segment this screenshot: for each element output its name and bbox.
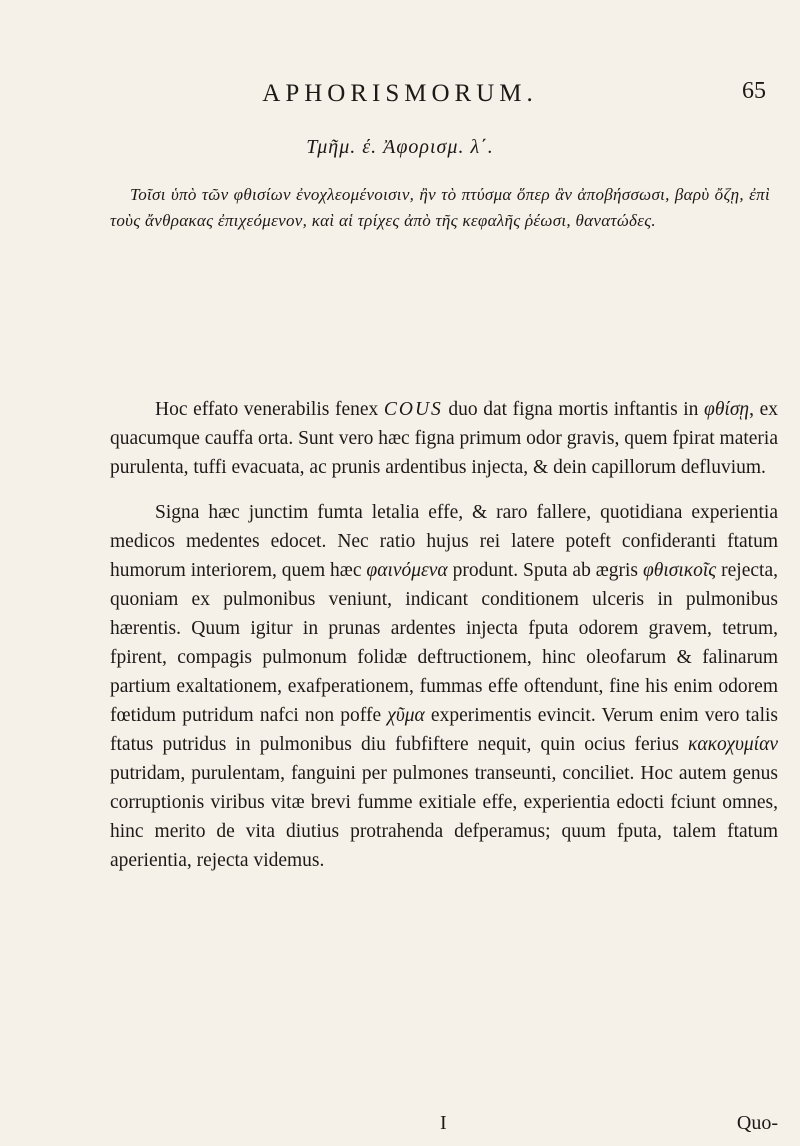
text-run: experimentis evincit. Verum enim vero talis ftatus putridus in pulmonibus diu fubfiftere nequit, quin ocius ferius: [110, 705, 778, 755]
greek-term: φθισικοῖς: [642, 560, 717, 581]
running-title: APHORISMORUM.: [262, 80, 538, 107]
greek-term: φαινόμενα: [366, 560, 448, 581]
text-run: Signa hæc junctim fumta letalia effe, & raro fallere, quotidiana experientia medicos medentes edocet. Nec ratio hujus rei latere poteft confideranti ftatum humorum interiorem, quem hæc: [110, 502, 778, 581]
greek-term: χῦμα: [387, 705, 425, 726]
text-run: , ex quacumque cauffa orta. Sunt vero hæc figna primum odor gravis, quem fpirat materia purulenta, tuffi evacuata, ac prunis ardentibus injecta, & dein capillorum defluvium.: [110, 399, 778, 478]
text-run: duo dat figna mortis inftantis in: [442, 399, 705, 420]
commentary-paragraph-1: [110, 395, 778, 482]
catchword: Quo-: [736, 1112, 778, 1134]
greek-term: φθίσῃ: [704, 399, 750, 420]
greek-term: κακοχυμίαν: [688, 734, 778, 755]
signature-mark: I: [440, 1112, 447, 1134]
greek-aphorism: Τοῖσι ὑπὸ τῶν φθισίων ἐνοχλεομένοισιν, ἢν τὸ πτύσμα ὅπερ ἂν ἀποβήσσωσι, βαρὺ ὄζῃ, ἐπὶ τοὺς ἄνθρακας ἐπιχεόμενον, καὶ αἱ τρίχες ἀπὸ τῆς κεφαλῆς ῥέωσι, θανατώδες.: [110, 185, 770, 230]
commentary-paragraph-2: [110, 498, 778, 875]
section-heading: Τμῆμ. έ. Ἀφορισμ. λ΄.: [306, 136, 494, 158]
page-footer: [110, 1112, 778, 1142]
author-name: COUS: [383, 399, 443, 420]
text-run: putridam, purulentam, fanguini per pulmones transeunti, conciliet. Hoc autem genus corruptionis viribus vitæ brevi fumme exitiale effe, experientia edocti fciunt omnes, hinc merito de vita diutius protrahenda defperamus; quum fputa, talem ftatum aperientia, rejecta videmus.: [110, 763, 778, 871]
page-number: 65: [742, 78, 766, 104]
text-run: produnt. Sputa ab ægris: [447, 560, 643, 581]
text-run: Hoc effato venerabilis fenex: [155, 399, 384, 420]
text-run: rejecta, quoniam ex pulmonibus veniunt, indicant conditionem ulceris in pulmonibus hærentis. Quum igitur in prunas ardentes injecta fputa odorem gravem, tetrum, fpirent, compagis pulmonum folidæ deftructionem, hinc oleofarum & falinarum partium exaltationem, exafperationem, fummas effe oftendunt, fine his enim odorem fœtidum putridum nafci non poffe: [110, 560, 778, 726]
